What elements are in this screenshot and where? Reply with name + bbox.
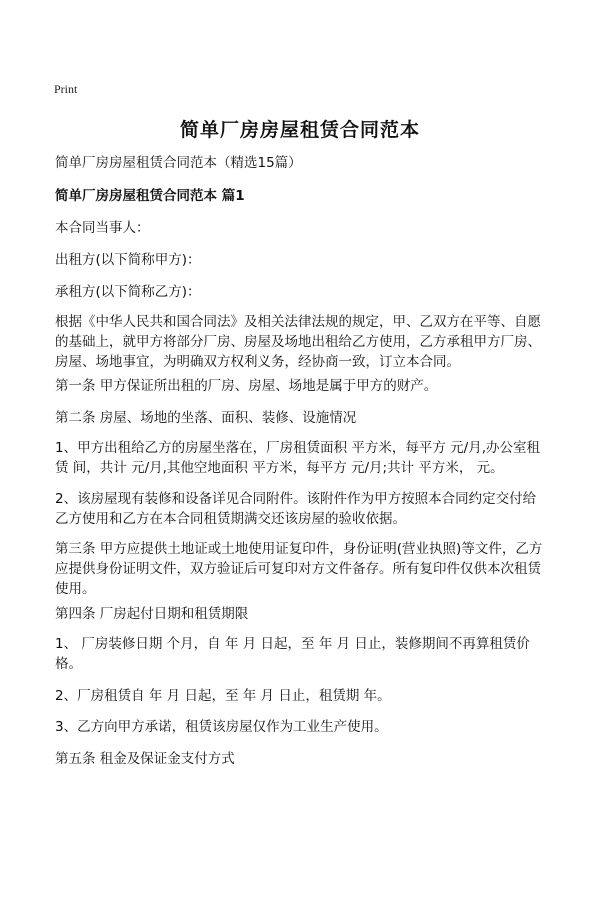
paragraph-lessor: 出租方(以下简称甲方)： <box>55 252 201 268</box>
document-title: 简单厂房房屋租赁合同范本 <box>179 119 420 141</box>
paragraph-preamble: 根据《中华人民共和国合同法》及相关法律法规的规定，甲、乙双方在平等、自愿的基础上，就甲方将部分厂房、房屋及场地出租给乙方使用，乙方承租甲方厂房、房屋、场地事宜，为明确双方权利义务，经协商一致，订立本合同。 <box>55 314 541 370</box>
article-4-item-1: 1、 厂房装修日期 个月，自 年 月 日起，至 年 月 日止，装修期间不再算租赁价格。 <box>55 636 530 672</box>
article-5-heading: 第五条 租金及保证金支付方式 <box>55 751 235 767</box>
article-2-heading: 第二条 房屋、场地的坐落、面积、装修、设施情况 <box>55 410 357 426</box>
article-3: 第三条 甲方应提供土地证或土地使用证复印件，身份证明(营业执照)等文件，乙方应提供身份证明文件，双方验证后可复印对方文件备存。所有复印件仅供本次租赁使用。 <box>55 541 543 597</box>
article-2-item-1: 1、甲方出租给乙方的房屋坐落在，厂房租赁面积 平方米，每平方 元/月,办公室租赁 间，共计 元/月,其他空地面积 平方米，每平方 元/月;共计 平方米， 元。 <box>55 440 541 476</box>
print-link[interactable]: Print <box>54 82 78 96</box>
section-heading: 简单厂房房屋租赁合同范本 篇1 <box>55 188 245 204</box>
article-4-item-3: 3、乙方向甲方承诺，租赁该房屋仅作为工业生产使用。 <box>55 719 388 735</box>
article-4-item-2: 2、厂房租赁自 年 月 日起，至 年 月 日止，租赁期 年。 <box>55 688 391 704</box>
article-4-heading: 第四条 厂房起付日期和租赁期限 <box>55 606 249 622</box>
article-2-item-2: 2、该房屋现有装修和设备详见合同附件。该附件作为甲方按照本合同约定交付给乙方使用和乙方在本合同租赁期满交还该房屋的验收依据。 <box>55 491 537 527</box>
article-1: 第一条 甲方保证所出租的厂房、房屋、场地是属于甲方的财产。 <box>55 378 438 394</box>
document-subtitle: 简单厂房房屋租赁合同范本（精选15篇） <box>55 155 302 171</box>
paragraph-lessee: 承租方(以下简称乙方)： <box>55 284 201 300</box>
paragraph-parties: 本合同当事人： <box>55 220 150 236</box>
